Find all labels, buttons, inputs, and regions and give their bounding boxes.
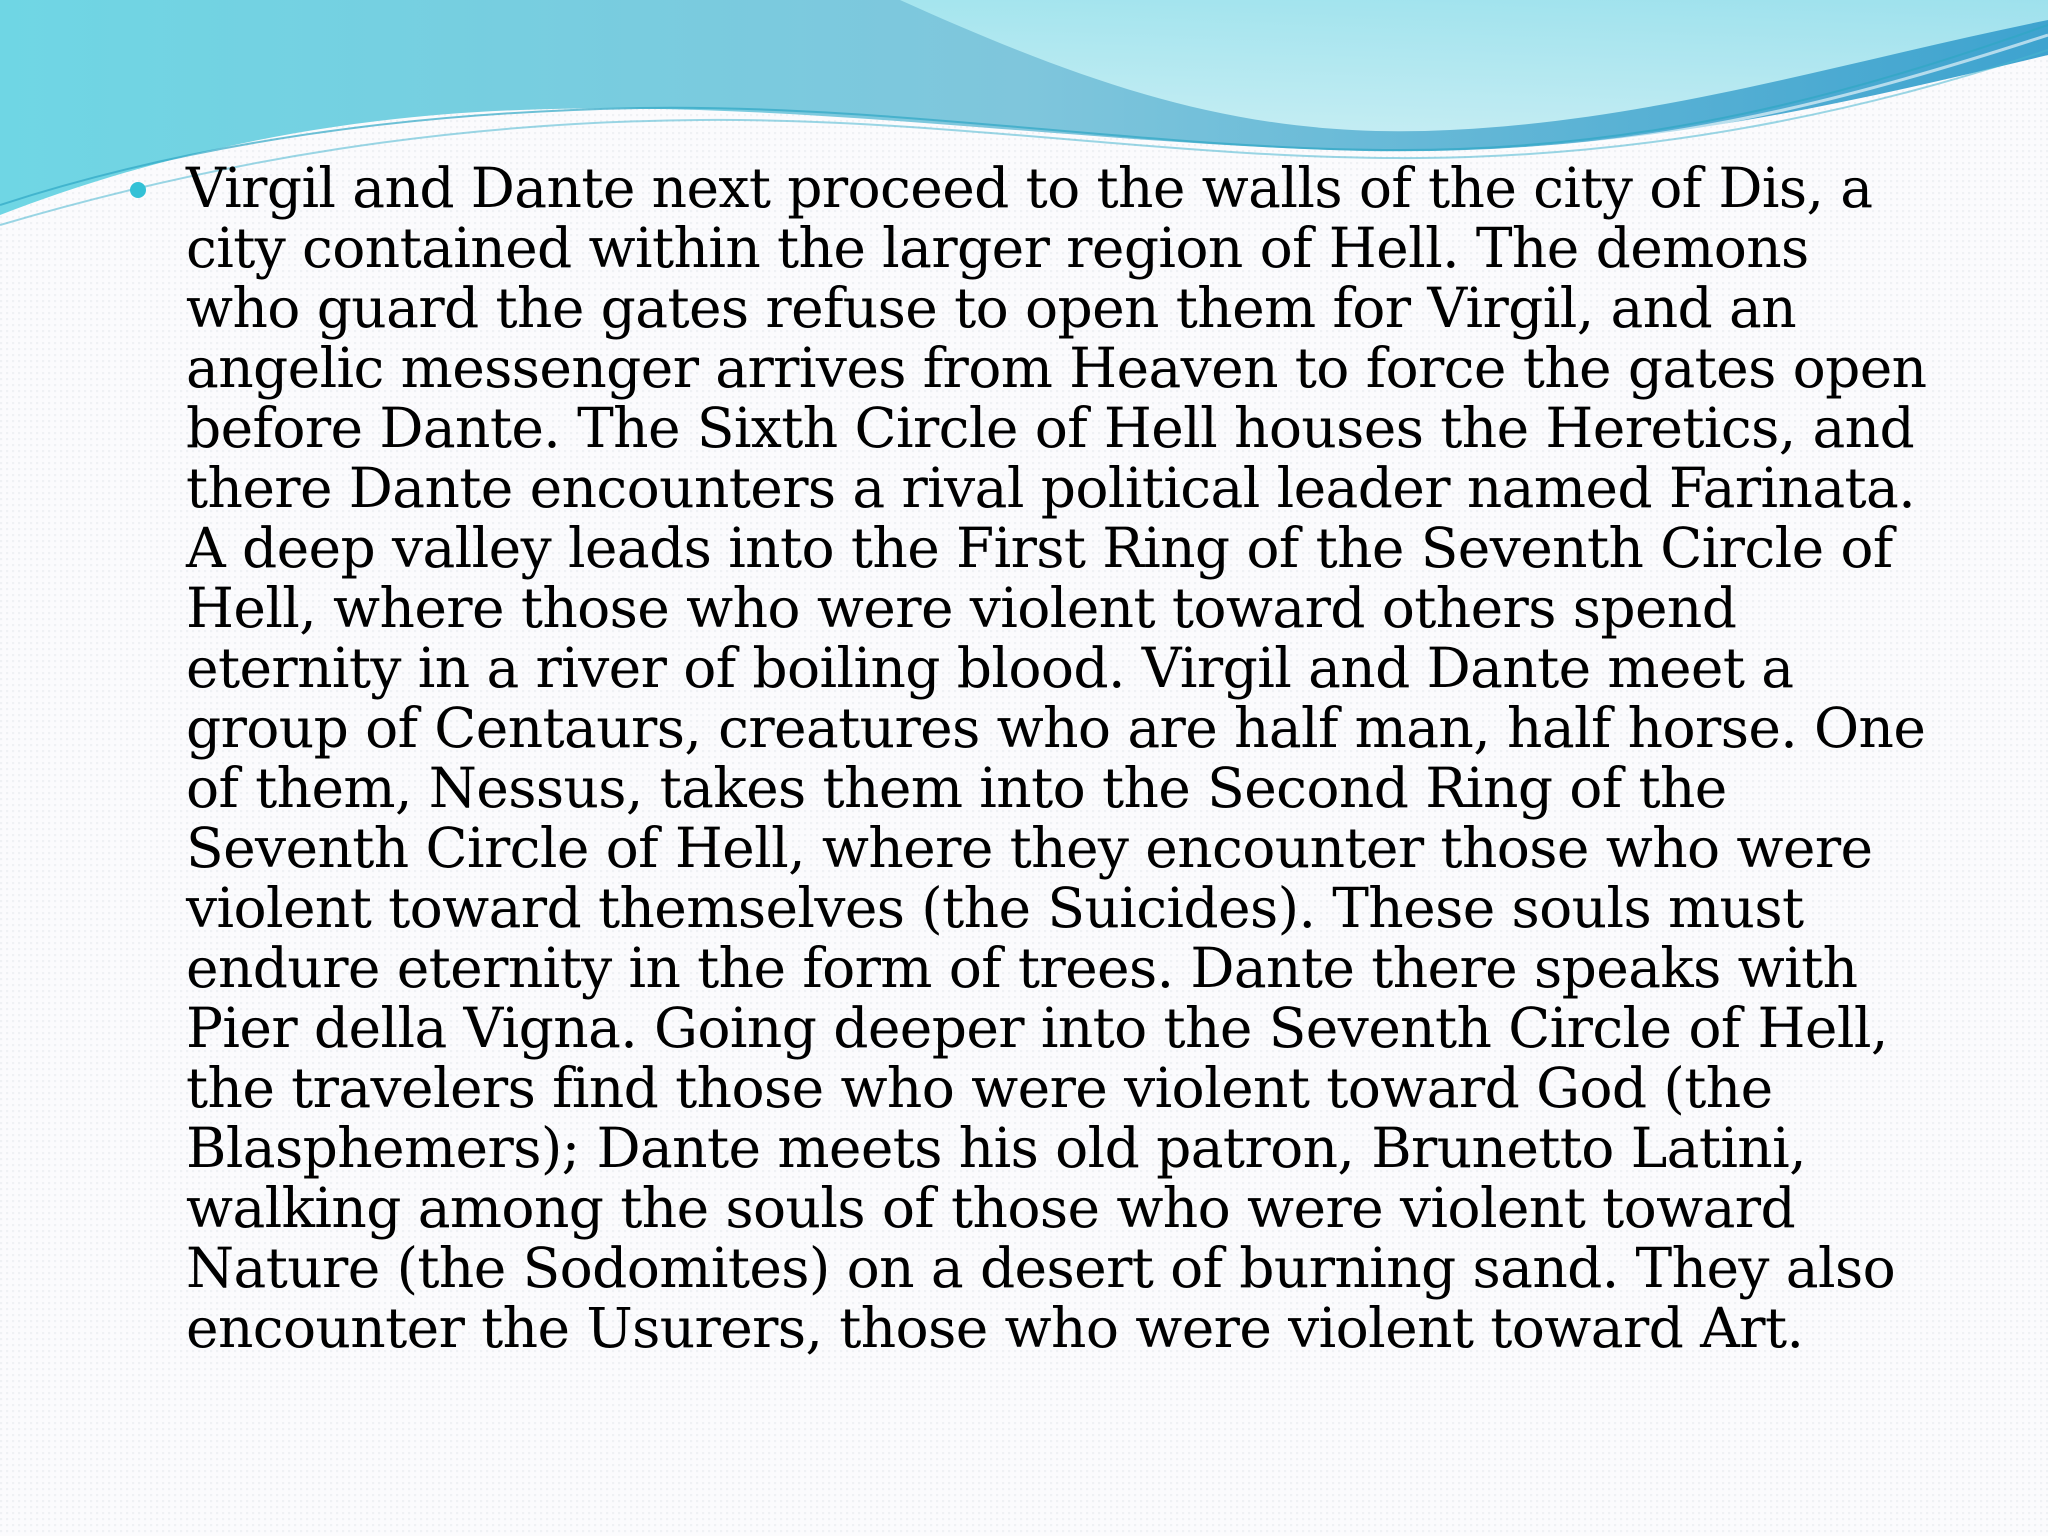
bullet-item bbox=[130, 158, 1930, 1358]
slide-body bbox=[130, 158, 1930, 1358]
bullet-text: Virgil and Dante next proceed to the walls of the city of Dis, a city contained within the larger region of Hell. The demons who guard the gates refuse to open them for Virgil, and an angelic messenger arrives from Heaven to force the gates open before Dante. The Sixth Circle of Hell houses the Heretics, and there Dante encounters a rival political leader named Farinata. A deep valley leads into the First Ring of the Seventh Circle of Hell, where those who were violent toward others spend eternity in a river of boiling blood. Virgil and Dante meet a group of Centaurs, creatures who are half man, half horse. One of them, Nessus, takes them into the Second Ring of the Seventh Circle of Hell, where they encounter those who were violent toward themselves (the Suicides). These souls must endure eternity in the form of trees. Dante there speaks with Pier della Vigna. Going deeper into the Seventh Circle of Hell, the travelers find those who were violent toward God (the Blasphemers); Dante meets his old patron, Brunetto Latini, walking among the souls of those who were violent toward Nature (the Sodomites) on a desert of burning sand. They also encounter the Usurers, those who were violent toward Art. bbox=[186, 156, 1927, 1360]
bullet-dot-icon bbox=[130, 182, 146, 198]
